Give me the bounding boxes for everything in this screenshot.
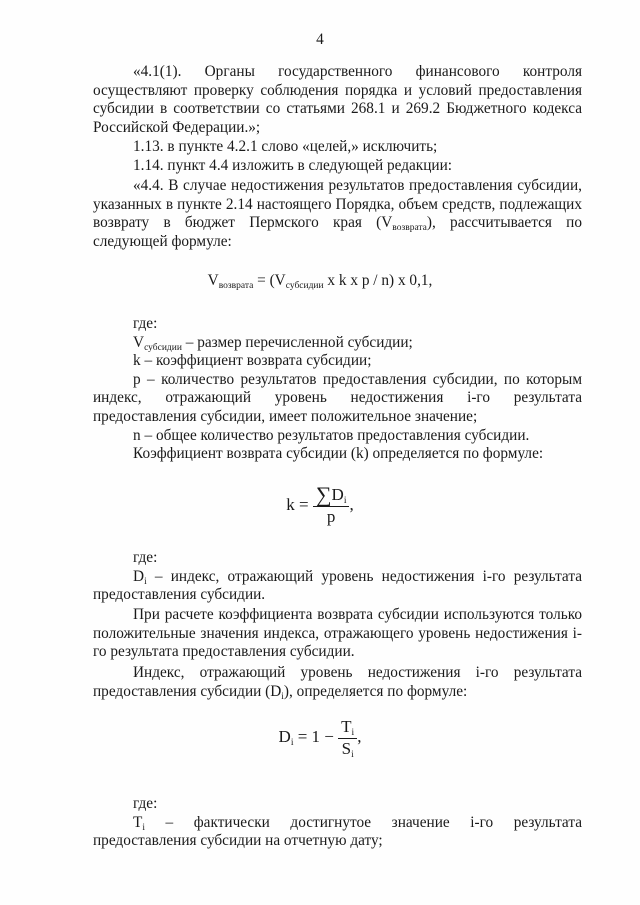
subscript: возврата xyxy=(392,223,427,234)
formula-d xyxy=(0,718,640,758)
paragraph-text-part: Индекс, отражающий уровень недостижения i-го результата предоставления субсидии (D xyxy=(93,664,582,700)
paragraph-text: «4.1(1). Органы государственного финансового контроля осуществляют проверку соблюдения порядка и условий предоставления субсидии в соответствии со статьями 268.1 и 269.2 Бюджетного кодекса Российской Федерации.»; xyxy=(93,63,582,136)
formula-text: , xyxy=(357,727,362,746)
formula-symbol: T xyxy=(341,717,352,736)
formula-k xyxy=(0,482,640,526)
definition-k: k – коэффициент возврата субсидии; xyxy=(133,352,372,370)
paragraph-4-1-1 xyxy=(93,63,582,137)
formula-symbol: D xyxy=(331,485,344,504)
paragraph-text: При расчете коэффициента возврата субсидии используются только положительные значения индекса, отражающего уровень недостижения i-го результата предоставления субсидии. xyxy=(93,606,582,661)
formula-text: = 1 − xyxy=(293,727,339,746)
fraction xyxy=(338,718,357,758)
subscript: i xyxy=(290,738,294,748)
paragraph-text-part: ), определяется по формуле: xyxy=(283,682,468,700)
paragraph-text: Коэффициент возврата субсидии (k) определяется по формуле: xyxy=(133,445,544,463)
formula-symbol: D xyxy=(133,567,145,585)
paragraph-text: 1.14. пункт 4.4 изложить в следующей редакции: xyxy=(133,157,453,174)
subscript: i xyxy=(343,496,347,506)
formula-text: = (V xyxy=(253,272,286,289)
paragraph-text xyxy=(93,664,582,701)
definition-text: – размер перечисленной субсидии; xyxy=(181,333,413,351)
formula-symbol: T xyxy=(133,813,143,831)
paragraph-positive-values xyxy=(93,606,582,662)
paragraph-text: 1.13. в пункте 4.2.1 слово «целей,» исключить; xyxy=(133,138,438,155)
subscript: возврата xyxy=(218,281,254,291)
definition-p: p – количество результатов предоставления субсидии, по которым индекс, отражающий уровень недостижения i-го результата предоставления субсидии, имеет положительное значение; xyxy=(93,370,582,425)
definition-n: n – общее количество результатов предоставления субсидии. xyxy=(133,426,530,444)
paragraph-4-4 xyxy=(93,177,582,251)
definition-text: – индекс, отражающий уровень недостижения i-го результата предоставления субсидии. xyxy=(93,567,582,604)
paragraph-index-d xyxy=(93,664,582,701)
subscript: i xyxy=(351,728,355,738)
fraction xyxy=(313,482,350,526)
formula-symbol: S xyxy=(341,738,352,758)
definition-v-subsidy xyxy=(93,334,582,353)
formula-v-return xyxy=(0,272,640,291)
formula-symbol: p xyxy=(326,506,336,526)
subscript: i xyxy=(351,749,354,760)
definitions-3 xyxy=(93,795,582,851)
subscript: i xyxy=(142,822,145,833)
page-number: 4 xyxy=(316,31,324,48)
definitions-1 xyxy=(93,315,582,464)
subscript: i xyxy=(281,691,284,702)
subscript: субсидии xyxy=(144,342,182,353)
definitions-2 xyxy=(93,549,582,605)
formula-text: k = xyxy=(286,495,309,514)
formula-text: x k x p / n) x 0,1, xyxy=(323,272,433,289)
where-label: где: xyxy=(133,795,158,812)
sum-symbol: ∑ xyxy=(315,482,332,507)
definition-text: – фактически достигнутое значение i-го результата предоставления субсидии на отчетную дату; xyxy=(93,813,582,850)
paragraph-text-part: ), рассчитывается по следующей формуле: xyxy=(93,214,582,250)
paragraph-text-part: «4.4. В случае недостижения результатов предоставления субсидии, указанных в пункте 2.14 настоящего Порядка, объем средств, подлежащих возврату в бюджет Пермского края (V xyxy=(93,177,582,232)
formula-symbol: V xyxy=(207,272,219,289)
where-label: где: xyxy=(133,315,158,332)
definition-d xyxy=(93,568,582,605)
paragraph-text xyxy=(93,177,582,251)
formula-text: , xyxy=(349,495,354,514)
paragraph-1-13 xyxy=(93,138,582,157)
definition-t xyxy=(93,814,582,851)
where-label: где: xyxy=(133,549,158,566)
paragraph-1-14 xyxy=(93,157,582,176)
formula-symbol: D xyxy=(278,727,291,746)
formula-symbol: V xyxy=(133,333,145,351)
subscript: i xyxy=(144,576,147,587)
subscript: субсидии xyxy=(285,281,324,291)
